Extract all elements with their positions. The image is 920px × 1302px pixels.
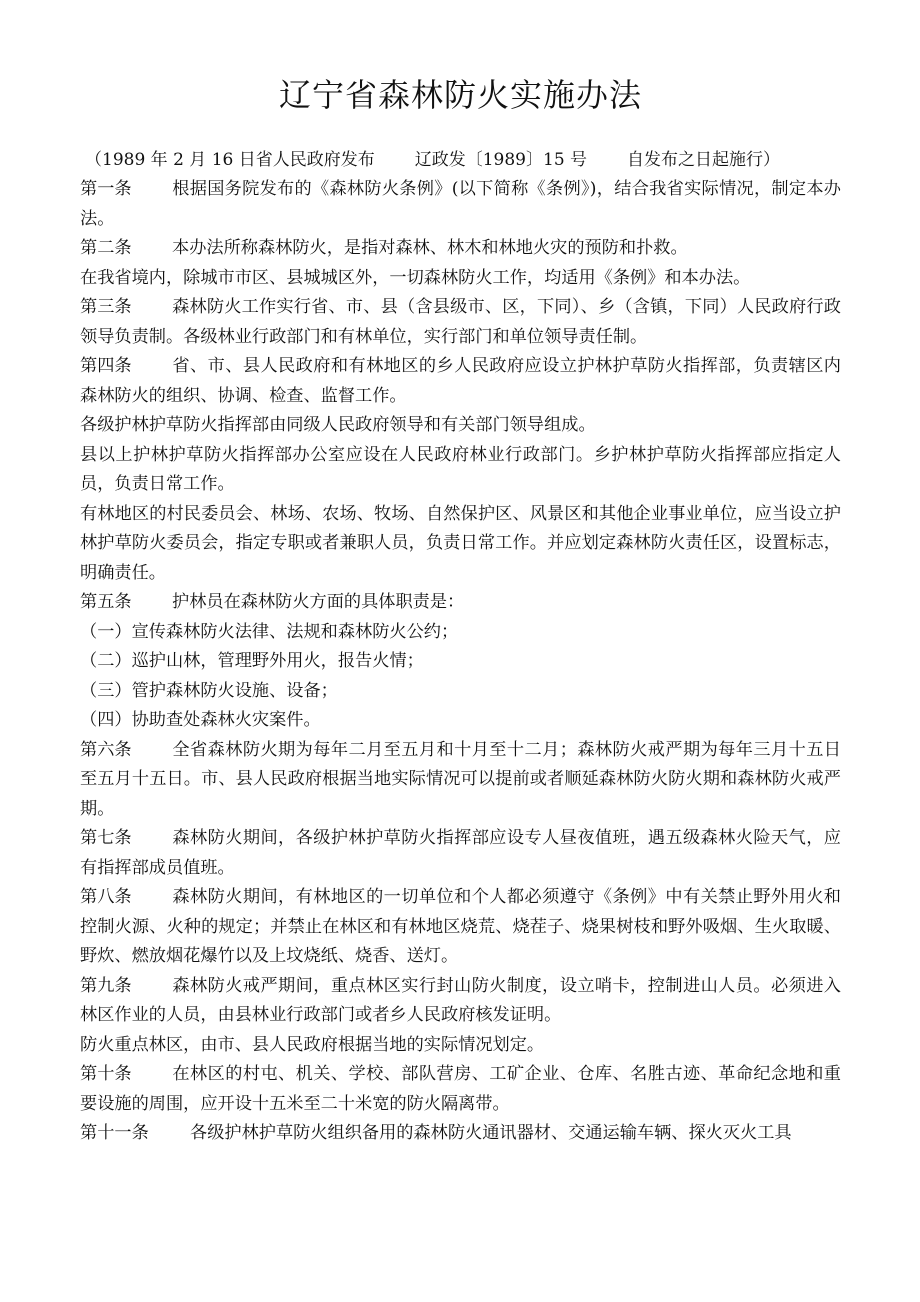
body-paragraph [80,441,841,500]
paragraph-text: （四）协助查处森林火灾案件。 [80,710,321,730]
body-paragraph [80,677,841,707]
article-number: 第九条 [80,975,132,996]
publication-info [80,145,841,175]
body-paragraph [80,500,841,589]
paragraph-text: 各级护林护草防火组织备用的森林防火通讯器材、交通运输车辆、探火灭火工具 [190,1123,792,1143]
body-paragraph [80,264,841,294]
article-paragraph [80,1060,841,1119]
paragraph-text: 森林防火期间，有林地区的一切单位和个人都必须遵守《条例》中有关禁止野外用火和控制火源、火种的规定；并禁止在林区和有林地区烧荒、烧茬子、烧果树枝和野外吸烟、生火取暖、野炊、燃放烟花爆竹以及上坟烧纸、烧香、送灯。 [80,887,841,966]
body-paragraph [80,411,841,441]
paragraph-text: 省、市、县人民政府和有林地区的乡人民政府应设立护林护草防火指挥部，负责辖区内森林防火的组织、协调、检查、监督工作。 [80,356,841,406]
article-paragraph [80,175,841,234]
paragraph-text: 全省森林防火期为每年二月至五月和十月至十二月；森林防火戒严期为每年三月十五日至五月十五日。市、县人民政府根据当地实际情况可以提前或者顺延森林防火防火期和森林防火戒严期。 [80,739,841,819]
paragraph-text: 在我省境内，除城市市区、县城城区外，一切森林防火工作，均适用《条例》和本办法。 [80,267,751,288]
article-number: 第六条 [80,739,132,760]
body-paragraph [80,618,841,648]
document-body [80,175,841,1149]
article-paragraph [80,234,841,264]
paragraph-text: （二）巡护山林，管理野外用火，报告火情； [80,651,424,671]
body-paragraph [80,706,841,736]
article-paragraph [80,352,841,411]
article-number: 第四条 [80,356,132,376]
paragraph-text: 本办法所称森林防火，是指对森林、林木和林地火灾的预防和扑救。 [172,238,688,258]
paragraph-text: 在林区的村屯、机关、学校、部队营房、工矿企业、仓库、名胜古迹、革命纪念地和重要设施的周围，应开设十五米至二十米宽的防火隔离带。 [80,1064,841,1114]
article-number: 第二条 [80,238,132,258]
paragraph-text: 有林地区的村民委员会、林场、农场、牧场、自然保护区、风景区和其他企业事业单位，应当设立护林护草防火委员会，指定专职或者兼职人员，负责日常工作。并应划定森林防火责任区，设置标志，明确责任。 [80,503,841,583]
paragraph-text: 防火重点林区，由市、县人民政府根据当地的实际情况划定。 [80,1034,545,1055]
article-number: 第八条 [80,887,132,907]
paragraph-text: 森林防火期间，各级护林护草防火指挥部应设专人昼夜值班，遇五级森林火险天气，应有指挥部成员值班。 [80,828,841,878]
article-paragraph [80,972,841,1031]
article-paragraph [80,293,841,352]
article-number: 第十一条 [80,1123,149,1143]
paragraph-text: 森林防火工作实行省、市、县（含县级市、区，下同）、乡（含镇，下同）人民政府行政领导负责制。各级林业行政部门和有林单位，实行部门和单位领导责任制。 [80,297,841,347]
article-paragraph [80,824,841,883]
publication-date: （1989 年 2 月 16 日省人民政府发布 [85,150,375,170]
paragraph-text: 各级护林护草防火指挥部由同级人民政府领导和有关部门领导组成。 [80,415,596,435]
paragraph-text: 根据国务院发布的《森林防火条例》(以下简称《条例》)，结合我省实际情况，制定本办法。 [80,179,841,229]
effective-date: 自发布之日起施行） [627,150,781,170]
paragraph-text: （三）管护森林防火设施、设备； [80,680,338,701]
article-paragraph [80,588,841,618]
article-paragraph [80,736,841,825]
body-paragraph [80,1031,841,1061]
paragraph-text: 县以上护林护草防火指挥部办公室应设在人民政府林业行政部门。乡护林护草防火指挥部应指定人员，负责日常工作。 [80,444,841,494]
body-paragraph [80,647,841,677]
article-number: 第一条 [80,179,132,199]
article-number: 第十条 [80,1064,132,1084]
article-paragraph [80,883,841,972]
article-number: 第三条 [80,297,132,317]
article-number: 第五条 [80,592,132,612]
paragraph-text: 森林防火戒严期间，重点林区实行封山防火制度，设立哨卡，控制进山人员。必须进入林区作业的人员，由县林业行政部门或者乡人民政府核发证明。 [80,975,841,1025]
paragraph-text: 护林员在森林防火方面的具体职责是： [172,592,465,612]
document-title: 辽宁省森林防火实施办法 [278,76,642,114]
article-number: 第七条 [80,828,132,848]
article-paragraph [80,1119,841,1149]
paragraph-text: （一）宣传森林防火法律、法规和森林防火公约； [80,621,459,642]
document-number: 辽政发〔1989〕15 号 [414,150,588,170]
